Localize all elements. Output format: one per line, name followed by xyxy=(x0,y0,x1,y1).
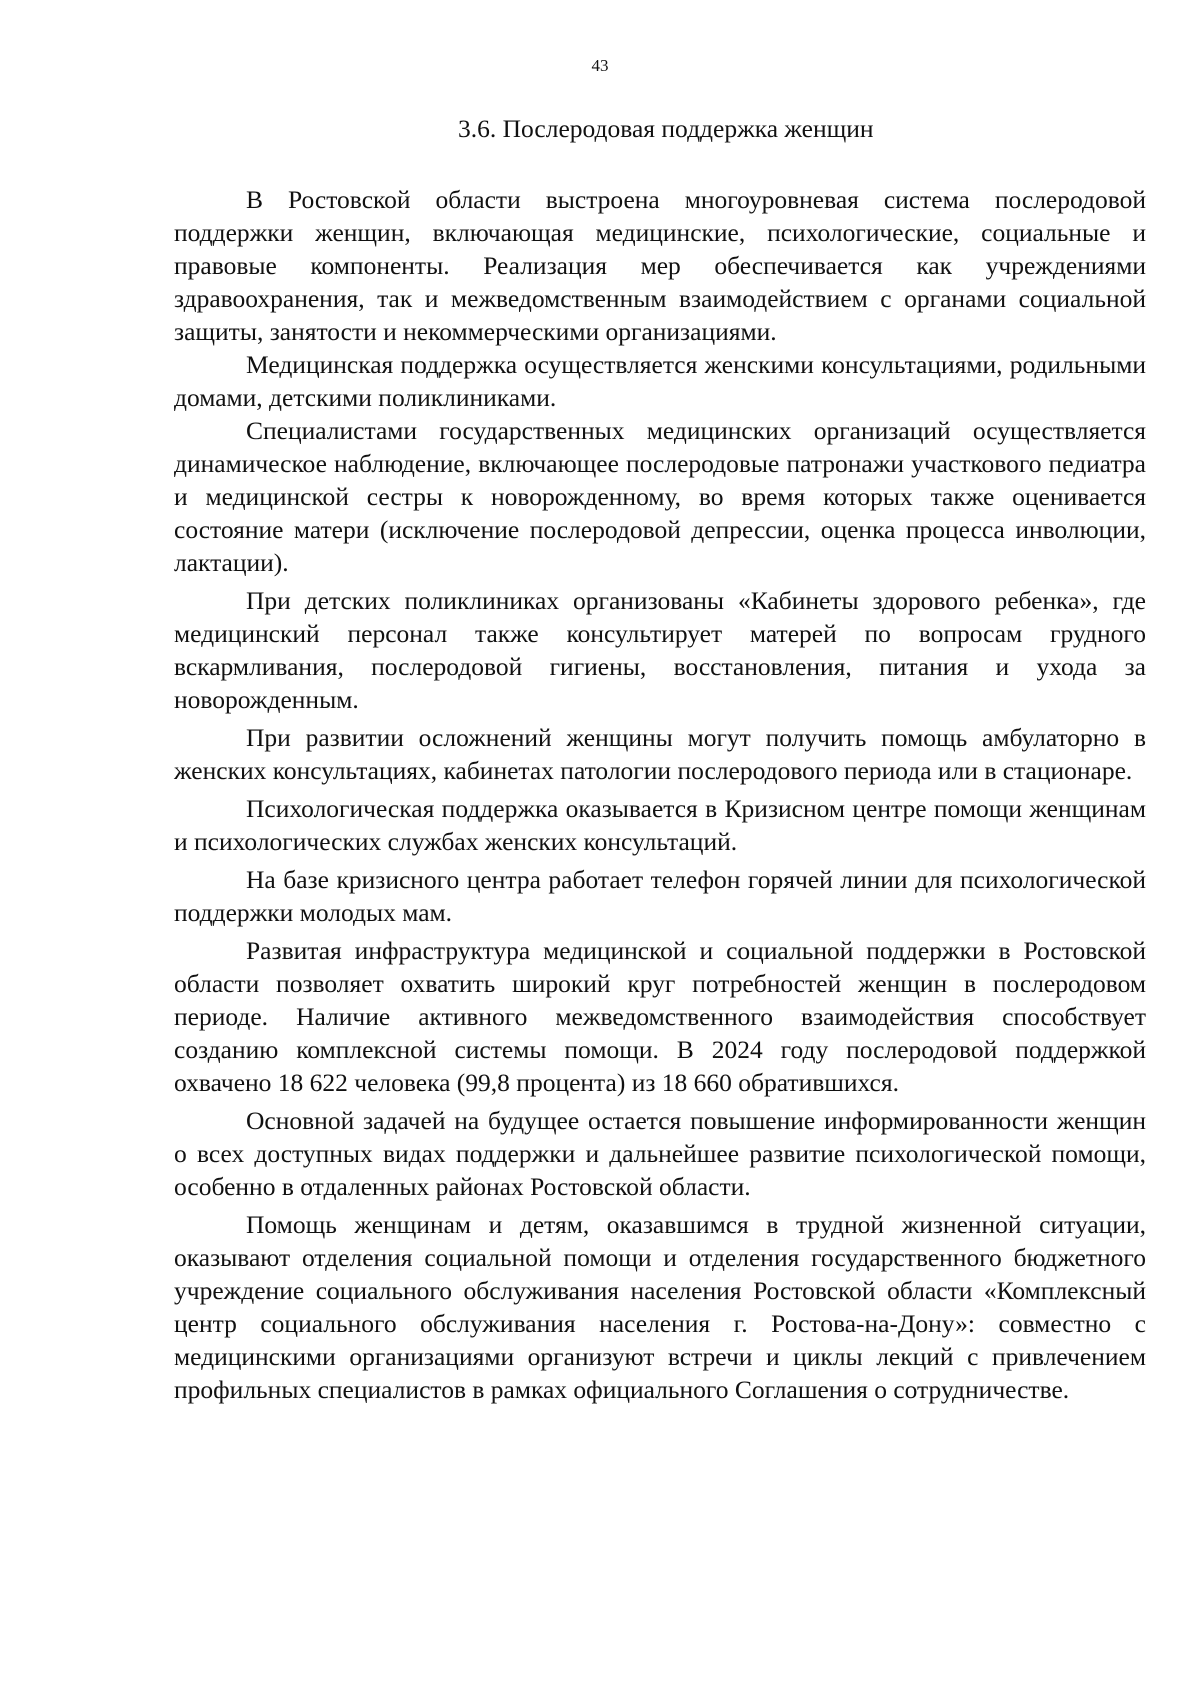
paragraph: В Ростовской области выстроена многоуровневая система послеродовой поддержки женщин, включающая медицинские, психологические, социальные и правовые компоненты. Реализация мер обеспечивается как учреждениями здравоохранения, так и межведомственным взаимодействием с органами социальной защиты, занятости и некоммерческими организациями. xyxy=(174,185,1146,346)
paragraph: Развитая инфраструктура медицинской и социальной поддержки в Ростовской области позволяет охватить широкий круг потребностей женщин в послеродовом периоде. Наличие активного межведомственного взаимодействия способствует созданию комплексной системы помощи. В 2024 году послеродовой поддержкой охвачено 18 622 человека (99,8 процента) из 18 660 обратившихся. xyxy=(174,936,1146,1097)
section-title: 3.6. Послеродовая поддержка женщин xyxy=(458,114,874,143)
paragraph: Основной задачей на будущее остается повышение информированности женщин о всех доступных видах поддержки и дальнейшее развитие психологической помощи, особенно в отдаленных районах Ростовской области. xyxy=(174,1106,1146,1201)
paragraph: Специалистами государственных медицинских организаций осуществляется динамическое наблюдение, включающее послеродовые патронажи участкового педиатра и медицинской сестры к новорожденному, во время которых также оценивается состояние матери (исключение послеродовой депрессии, оценка процесса инволюции, лактации). xyxy=(174,416,1146,577)
body-text xyxy=(174,183,1146,1406)
paragraph: При развитии осложнений женщины могут получить помощь амбулаторно в женских консультациях, кабинетах патологии послеродового периода или в стационаре. xyxy=(174,723,1146,785)
paragraph: Медицинская поддержка осуществляется женскими консультациями, родильными домами, детскими поликлиниками. xyxy=(174,350,1146,412)
page-number: 43 xyxy=(591,56,609,75)
paragraph: Помощь женщинам и детям, оказавшимся в трудной жизненной ситуации, оказывают отделения социальной помощи и отделения государственного бюджетного учреждение социального обслуживания населения Ростовской области «Комплексный центр социального обслуживания населения г. Ростова-на-Дону»: совместно с медицинскими организациями организуют встречи и циклы лекций с привлечением профильных специалистов в рамках официального Соглашения о сотрудничестве. xyxy=(174,1210,1146,1404)
paragraph: Психологическая поддержка оказывается в Кризисном центре помощи женщинам и психологических службах женских консультаций. xyxy=(174,794,1146,856)
paragraph: При детских поликлиниках организованы «Кабинеты здорового ребенка», где медицинский персонал также консультирует матерей по вопросам грудного вскармливания, послеродовой гигиены, восстановления, питания и ухода за новорожденным. xyxy=(174,586,1146,714)
paragraph: На базе кризисного центра работает телефон горячей линии для психологической поддержки молодых мам. xyxy=(174,865,1146,927)
